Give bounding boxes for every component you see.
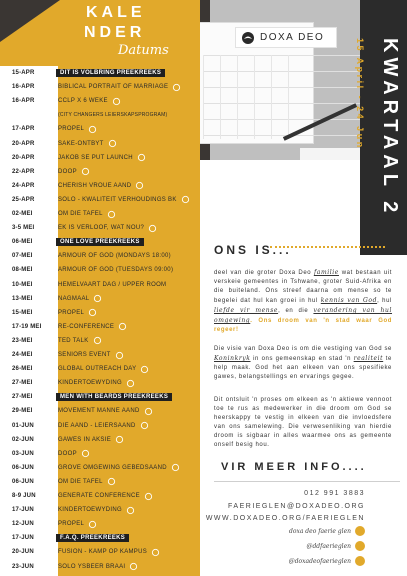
- event-date: 06-JUN: [12, 464, 34, 471]
- calendar-row: [0, 263, 200, 277]
- event-title: SAKE-ONTBYT: [58, 140, 104, 147]
- event-title: GROVE OMGEWING GEBEDSAAND: [58, 464, 167, 471]
- event-title: (CITY CHANGERS LEIERSKAPSPROGRAM): [58, 112, 168, 119]
- baby-icon: [126, 379, 135, 388]
- event-title: ARMOUR OF GOD (TUESDAYS 09:00): [58, 267, 174, 274]
- about-text: , hul: [377, 298, 392, 304]
- calendar-grid-line: [254, 55, 255, 139]
- twitter-link[interactable]: [306, 541, 365, 551]
- leader-icon: [140, 421, 149, 430]
- event-date: 15-MEI: [12, 309, 33, 316]
- doxa-deo-logo: [236, 28, 336, 47]
- event-title: KINDERTOEWYDING: [58, 507, 122, 514]
- calendar-row: [0, 447, 200, 461]
- about-paragraph-3: Dit ontsluit 'n proses om elkeen as 'n aktiewe vennoot toe te rus as medewerker in die droom om God se heerskappy te vestig in elkeen van die invloedsfere van ons samelewing. Die verwesenliking van hierdie droom is sigbaar in alles waarmee ons as gemeente onself besig hou.: [214, 397, 392, 448]
- baby-icon: [126, 506, 135, 515]
- calendar-row: [0, 348, 200, 362]
- event-date: 17-APR: [12, 126, 35, 133]
- event-title: MOVEMENT MANNE AAND: [58, 408, 140, 415]
- event-title: SOLO - KWALITEIT VERHOUDINGS BK: [58, 196, 177, 203]
- globe-icon: [140, 365, 149, 374]
- series-title: MEN WITH BEARDS PREEKREEKS: [56, 393, 172, 401]
- event-date: 27-MEI: [12, 394, 33, 401]
- event-title: DIE AAND - LEIERSAAND: [58, 422, 136, 429]
- calendar-row: [0, 221, 200, 235]
- about-text: deel van die groter Doxa Deo: [214, 270, 312, 276]
- calendar-row: [0, 419, 200, 433]
- facebook-link[interactable]: [289, 526, 365, 536]
- event-date: 07-MEI: [12, 253, 33, 260]
- rings-icon: [172, 83, 181, 92]
- event-title: SENIORS EVENT: [58, 352, 111, 358]
- event-title: TED TALK: [58, 337, 89, 344]
- calendar-grid-line: [203, 55, 204, 139]
- calendar-row: [0, 475, 200, 489]
- event-date: 20-JUN: [12, 549, 34, 556]
- facebook-label: doxa deo faerie glen: [288, 527, 351, 535]
- water-icon: [81, 167, 90, 176]
- event-date: 03-JUN: [12, 450, 34, 457]
- event-date: 27-MEI: [12, 380, 33, 387]
- event-date: 17-19 MEI: [12, 323, 42, 330]
- calendar-row: [0, 207, 200, 221]
- event-date: 26-MEI: [12, 366, 33, 373]
- event-title: KINDERTOEWYDING: [58, 380, 122, 387]
- about-script: realiteit: [353, 355, 384, 362]
- prayer-icon: [171, 463, 180, 472]
- gift-icon: [115, 435, 124, 444]
- bulb-icon: [144, 492, 153, 501]
- calendar-row: [0, 165, 200, 179]
- about-text: te help maak. God het aan elkeen van ons spesifieke gawes, belangstellings en ervarings gegee.: [214, 356, 392, 380]
- calendar-row: [0, 503, 200, 517]
- quarter-title: KWARTAAL 2: [379, 38, 401, 218]
- runner-icon: [88, 308, 97, 317]
- event-title: PROPEL: [58, 521, 85, 528]
- event-date: 10-MEI: [12, 281, 33, 288]
- event-title: CHERISH VROUE AAND: [58, 182, 132, 189]
- series-header-row: [0, 531, 200, 545]
- event-date: 02-JUN: [12, 436, 34, 443]
- calendar-row: [0, 292, 200, 306]
- event-title: OM DIE TAFEL: [58, 211, 103, 217]
- event-date: 06-MEI: [12, 239, 33, 246]
- event-date: 24-MEI: [12, 352, 33, 358]
- about-highlight: . Ons droom van 'n stad waar God regeer!: [214, 318, 392, 333]
- event-title: GLOBAL OUTREACH DAY: [58, 366, 137, 373]
- about-script: liefde vir mense: [214, 307, 279, 314]
- calendar-grid-line: [271, 55, 272, 139]
- event-date: 3-5 MEI: [12, 225, 35, 232]
- website-link[interactable]: WWW.DOXADEO.ORG/FAERIEGLEN: [205, 515, 365, 522]
- email-link[interactable]: FAERIEGLEN@DOXADEO.ORG: [228, 503, 365, 510]
- hearts-icon: [181, 195, 190, 204]
- calendar-row: [0, 517, 200, 531]
- paper-shape: [300, 148, 360, 160]
- event-date: 16-APR: [12, 98, 35, 105]
- event-title: FUSION - KAMP OP KAMPUS: [58, 549, 148, 556]
- event-title: RE-CONFERENCE: [58, 323, 115, 330]
- runner-icon: [88, 125, 97, 134]
- event-title: JAKOB SE PUT LAUNCH: [58, 154, 133, 161]
- series-title: DIT IS VOLBRING PREEKREEKS: [56, 69, 165, 77]
- water-icon: [81, 449, 90, 458]
- calendar-title-line1: KALE: [86, 4, 146, 21]
- calendar-row: [0, 108, 200, 122]
- event-date: 8-9 JUN: [12, 493, 36, 499]
- event-title: ARMOUR OF GOD (MONDAYS 18:00): [58, 253, 171, 260]
- calendar-grid-line: [237, 55, 238, 139]
- event-date: 17-JUN: [12, 535, 34, 542]
- event-title: GENERATE CONFERENCE: [58, 493, 140, 499]
- calendar-row: [0, 122, 200, 136]
- event-title: PROPEL: [58, 126, 85, 133]
- calendar-row: [0, 376, 200, 390]
- calendar-grid-line: [288, 55, 289, 139]
- event-date: 06-JUN: [12, 478, 34, 485]
- event-date: 20-APR: [12, 140, 35, 147]
- event-date: 08-MEI: [12, 267, 33, 274]
- event-title: PROPEL: [58, 309, 85, 316]
- plane-icon: [137, 153, 146, 162]
- instagram-label: @doxadeofaerieglen: [288, 557, 351, 565]
- twitter-icon: [355, 541, 365, 551]
- calendar-title-script: Datums: [118, 43, 169, 58]
- logo-text: DOXA DEO: [260, 32, 325, 43]
- event-title: HEMELVAART DAG / UPPER ROOM: [58, 281, 167, 288]
- event-date: 16-APR: [12, 84, 35, 91]
- about-script: verandering van hul omgewing: [214, 307, 393, 324]
- series-title: F.A.Q. PREEKREEKS: [56, 534, 129, 542]
- phone-number[interactable]: 012 991 3883: [304, 490, 365, 497]
- about-text: , en die: [278, 308, 309, 314]
- event-date: 13-MEI: [12, 295, 33, 302]
- event-date: 22-APR: [12, 168, 35, 175]
- calendar-row: [0, 306, 200, 320]
- series-header-row: [0, 66, 200, 80]
- speech-icon: [93, 336, 102, 345]
- women-icon: [135, 181, 144, 190]
- event-date: 17-JUN: [12, 507, 34, 514]
- event-date: 24-APR: [12, 182, 35, 189]
- calendar-row: [0, 151, 200, 165]
- about-heading: ONS IS...: [214, 243, 292, 257]
- calendar-grid-line: [220, 55, 221, 139]
- about-divider: [270, 246, 385, 248]
- bulb-icon: [118, 322, 127, 331]
- cup-icon: [93, 294, 102, 303]
- coffee-icon: [108, 139, 117, 148]
- tent-icon: [151, 548, 160, 557]
- series-header-row: [0, 235, 200, 249]
- calendar-row: [0, 461, 200, 475]
- event-title: DOOP: [58, 450, 77, 457]
- series-header-row: [0, 390, 200, 404]
- event-title: BIBLICAL PORTRAIT OF MARRIAGE: [58, 84, 169, 91]
- event-title: OM DIE TAFEL: [58, 478, 103, 485]
- calendar-title-line2: NDER: [84, 24, 146, 41]
- man-icon: [144, 407, 153, 416]
- bear-icon: [129, 562, 138, 571]
- calendar-row: [0, 137, 200, 151]
- about-text: Die visie van Doxa Deo is om die vestiging van God se: [214, 346, 392, 352]
- seniors-icon: [115, 351, 124, 360]
- twitter-label: @ddfaerieglen: [306, 542, 351, 550]
- event-date: 20-APR: [12, 154, 35, 161]
- runner-icon: [88, 520, 97, 529]
- event-date: 23-MEI: [12, 337, 33, 344]
- event-date: 02-MEI: [12, 211, 33, 217]
- event-date: 15-APR: [12, 70, 35, 76]
- doxa-deo-logo-icon: [242, 32, 254, 44]
- calendar-row: [0, 362, 200, 376]
- about-paragraph-2: [214, 345, 392, 382]
- about-script: Koninkryk: [214, 355, 251, 362]
- calendar-row: [0, 193, 200, 207]
- event-title: EK IS VERLOOF, WAT NOU?: [58, 225, 145, 232]
- instagram-icon: [355, 556, 365, 566]
- calendar-row: [0, 320, 200, 334]
- calendar-row: [0, 94, 200, 108]
- calendar-row: [0, 545, 200, 559]
- table-icon: [107, 477, 116, 486]
- event-date: 01-JUN: [12, 422, 34, 429]
- calendar-row: [0, 334, 200, 348]
- event-date: 25-APR: [12, 196, 35, 203]
- event-title: SOLO YSBEER BRAAI: [58, 563, 126, 570]
- calendar-row: [0, 179, 200, 193]
- about-paragraph-1: [214, 268, 392, 335]
- event-date: 29-MEI: [12, 408, 33, 415]
- event-title: CCLP X 6 WEKE: [58, 98, 108, 105]
- calendar-row: [0, 278, 200, 292]
- event-title: DOOP: [58, 168, 77, 175]
- person-icon: [112, 97, 121, 106]
- calendar-row: [0, 80, 200, 94]
- event-title: GAWES IN AKSIE: [58, 436, 111, 443]
- about-script: kennis van God: [320, 297, 378, 304]
- event-title: NAGMAAL: [58, 295, 90, 302]
- quarter-dates: 15 April - 24 Jun: [355, 38, 365, 150]
- ring-icon: [148, 224, 157, 233]
- calendar-row: [0, 433, 200, 447]
- about-text: wat bestaan uit verskeie gemeentes in Tshwane, groter Suid-Afrika en die buiteland. Ons streef daarna om mense so te begelei dat hul kan groei in hul: [214, 270, 392, 304]
- table-icon: [107, 210, 116, 219]
- more-info-divider: [214, 481, 400, 482]
- facebook-icon: [355, 526, 365, 536]
- about-text: in ons gemeenskap en stad 'n: [253, 356, 352, 362]
- series-title: ONE LOVE PREEKREEKS: [56, 238, 144, 246]
- more-info-heading: VIR MEER INFO....: [221, 461, 367, 473]
- instagram-link[interactable]: [289, 556, 365, 566]
- calendar-row: [0, 249, 200, 263]
- calendar-row: [0, 404, 200, 418]
- event-date: 23-JUN: [12, 563, 34, 570]
- about-script: familie: [313, 269, 339, 276]
- calendar-row: [0, 489, 200, 503]
- event-date: 12-JUN: [12, 521, 34, 528]
- calendar-row: [0, 560, 200, 574]
